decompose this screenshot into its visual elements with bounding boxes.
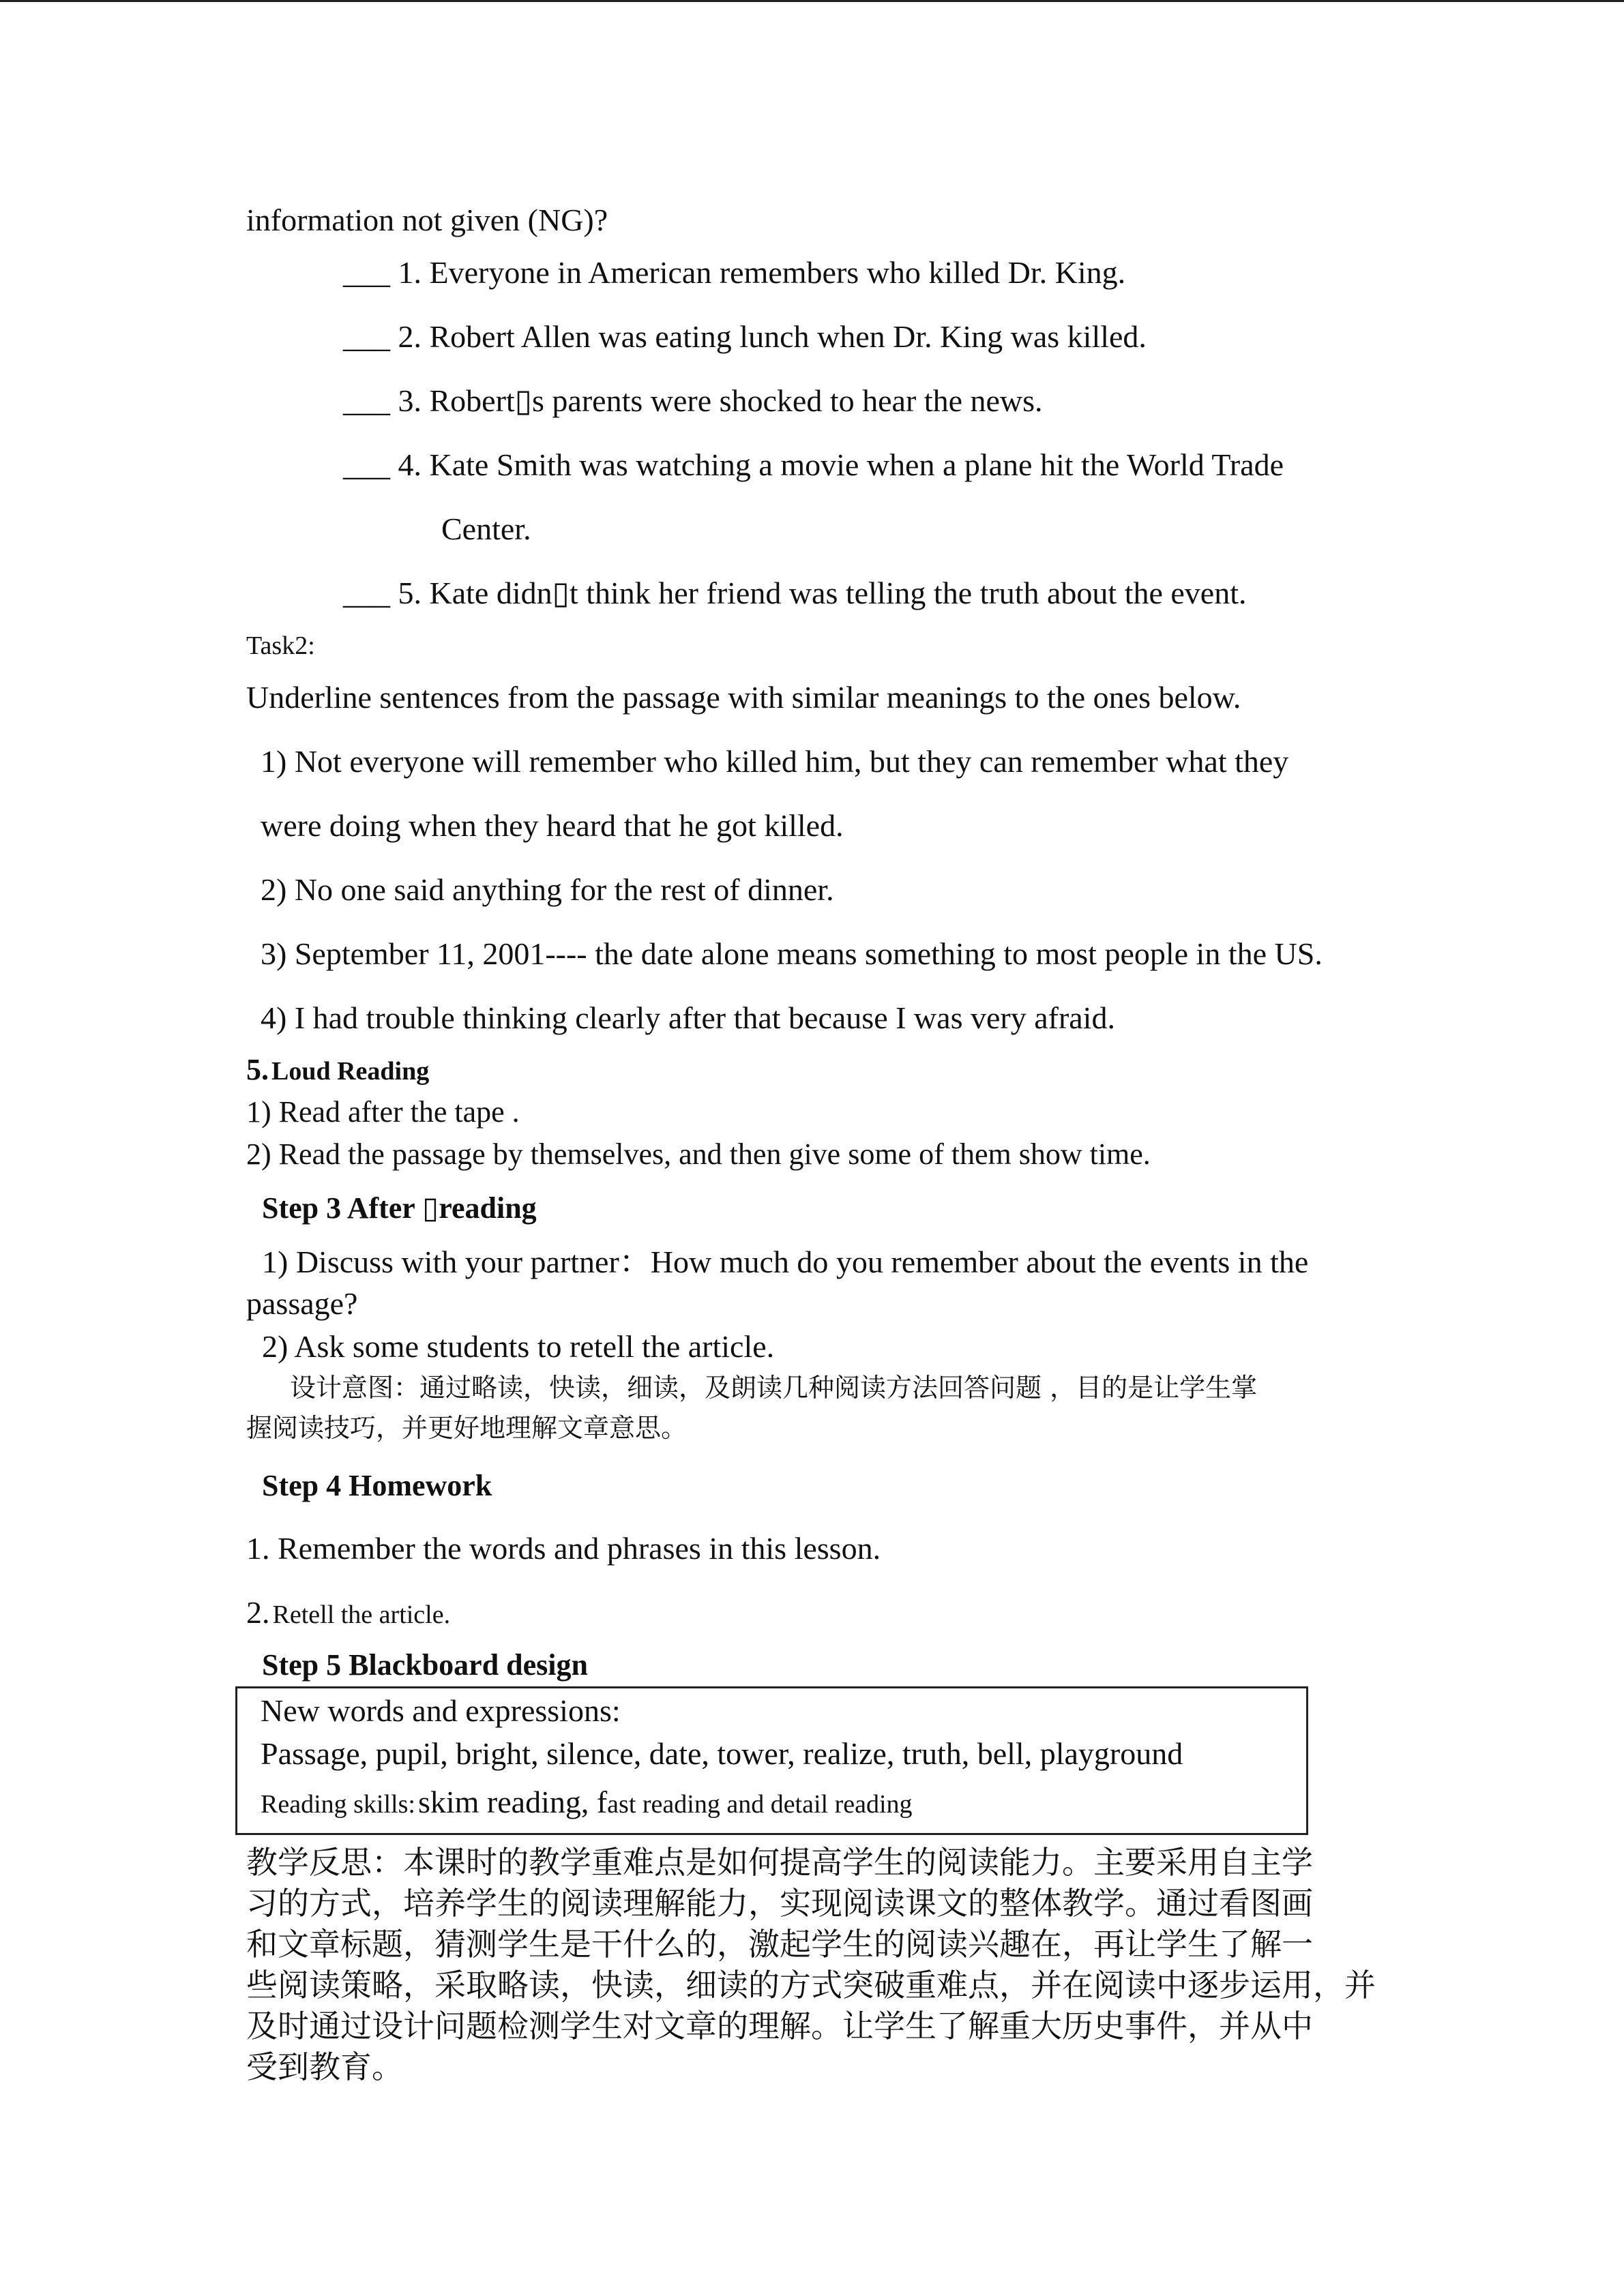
list-item (343, 321, 1147, 353)
list-item (343, 578, 1247, 609)
reflection-line: 教学反思：本课时的教学重难点是如何提高学生的阅读能力。主要采用自主学 (246, 1844, 1313, 1881)
step4-heading: Step 4 Homework (262, 1469, 492, 1502)
task1-item-text: 2. Robert Allen was eating lunch when Dr. King was killed. (398, 319, 1147, 354)
step5-heading: Step 5 Blackboard design (262, 1648, 588, 1682)
skills-rest: ast reading and detail reading (607, 1790, 913, 1819)
answer-blank: ___ (343, 383, 390, 418)
step3-heading: Step 3 After ▯reading (262, 1191, 537, 1225)
design-intent-line: 设计意图：通过略读，快读，细读，及朗读几种阅读方法回答问题 ，目的是让学生掌 (290, 1373, 1258, 1403)
list-item: passage? (246, 1286, 358, 1321)
answer-blank: ___ (343, 319, 390, 354)
page-top-border (0, 0, 1624, 2)
list-item: 1. Remember the words and phrases in this lesson. (246, 1531, 881, 1566)
box-reading-skills (261, 1787, 913, 1818)
box-word-list: Passage, pupil, bright, silence, date, tower, realize, truth, bell, playground (261, 1736, 1183, 1771)
reflection-line: 受到教育。 (246, 2048, 403, 2085)
homework-number: 2. (246, 1595, 270, 1630)
task1-item-text: 5. Kate didn▯t think her friend was telling the truth about the event. (398, 576, 1247, 610)
task1-item-text: 4. Kate Smith was watching a movie when a plane hit the World Trade (398, 447, 1284, 482)
list-item: 2) Ask some students to retell the article. (262, 1329, 775, 1364)
box-heading: New words and expressions: (261, 1693, 621, 1728)
reflection-line: 和文章标题，猜测学生是干什么的，激起学生的阅读兴趣在，再让学生了解一 (246, 1926, 1313, 1963)
skills-main: skim reading, f (417, 1785, 608, 1819)
design-intent-line: 握阅读技巧，并更好地理解文章意思。 (246, 1413, 688, 1443)
task2-label: Task2: (246, 631, 315, 660)
homework-text: Retell the article. (272, 1600, 451, 1629)
list-item (343, 449, 1284, 481)
answer-blank: ___ (343, 576, 390, 610)
list-item: 2) Read the passage by themselves, and then give some of them show time. (246, 1137, 1151, 1171)
list-item: were doing when they heard that he got killed. (261, 808, 844, 843)
list-item: 2) No one said anything for the rest of dinner. (261, 872, 834, 907)
reflection-line: 些阅读策略，采取略读，快读，细读的方式突破重难点，并在阅读中逐步运用，并 (246, 1967, 1376, 2003)
section-heading-loud-reading (246, 1055, 429, 1085)
list-item (343, 257, 1125, 288)
list-item: 4) I had trouble thinking clearly after that because I was very afraid. (261, 1000, 1115, 1035)
section-title: Loud Reading (271, 1057, 430, 1086)
intro-line: information not given (NG)? (246, 203, 608, 237)
task1-item-text: 3. Robert▯s parents were shocked to hear the news. (398, 383, 1043, 418)
reflection-line: 习的方式，培养学生的阅读理解能力，实现阅读课文的整体教学。通过看图画 (246, 1885, 1313, 1922)
answer-blank: ___ (343, 255, 390, 290)
list-item: 3) September 11, 2001---- the date alone means something to most people in the US. (261, 936, 1323, 971)
reflection-line: 及时通过设计问题检测学生对文章的理解。让学生了解重大历史事件，并从中 (246, 2008, 1313, 2044)
task1-item-text: 1. Everyone in American remembers who killed Dr. King. (398, 255, 1126, 290)
section-number: 5. (246, 1053, 269, 1086)
answer-blank: ___ (343, 447, 390, 482)
list-item: 1) Discuss with your partner：How much do you remember about the events in the (262, 1244, 1309, 1279)
task2-instruction: Underline sentences from the passage with similar meanings to the ones below. (246, 680, 1241, 715)
list-item: 1) Not everyone will remember who killed him, but they can remember what they (261, 744, 1289, 779)
list-item: 1) Read after the tape . (246, 1095, 520, 1129)
skills-label: Reading skills: (261, 1790, 415, 1819)
list-item (343, 385, 1043, 417)
list-item (246, 1597, 450, 1628)
task1-item-continuation: Center. (441, 511, 531, 546)
